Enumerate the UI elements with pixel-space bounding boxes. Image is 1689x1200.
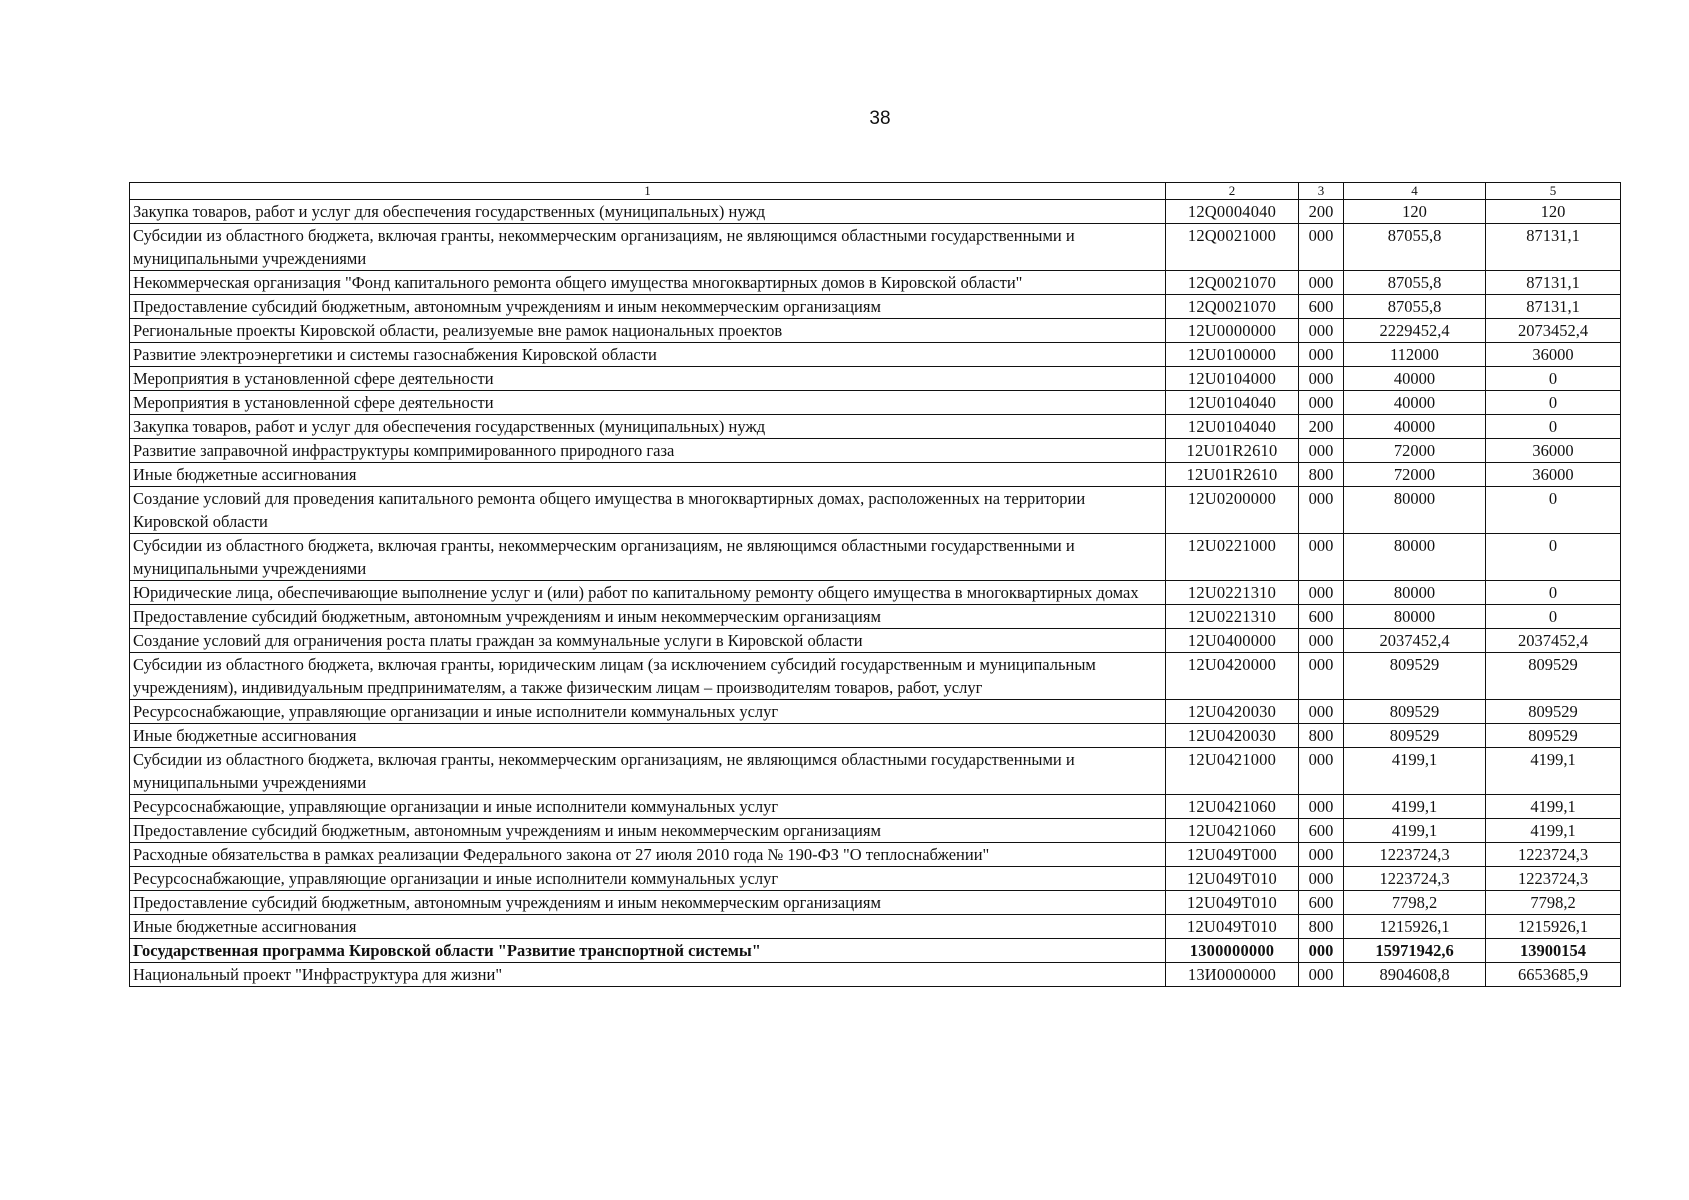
column-header-3: 3 — [1299, 183, 1344, 200]
amount-column-4-cell: 2037452,4 — [1344, 629, 1486, 653]
table-row — [130, 534, 1621, 581]
amount-column-5-cell: 13900154 — [1486, 939, 1621, 963]
target-article-code-cell: 13И0000000 — [1166, 963, 1299, 987]
table-row — [130, 915, 1621, 939]
amount-column-4-cell: 1223724,3 — [1344, 843, 1486, 867]
amount-column-4-cell: 1215926,1 — [1344, 915, 1486, 939]
amount-column-5-cell: 2037452,4 — [1486, 629, 1621, 653]
amount-column-4-cell: 87055,8 — [1344, 271, 1486, 295]
expense-name-cell: Предоставление субсидий бюджетным, автономным учреждениям и иным некоммерческим организациям — [130, 295, 1166, 319]
table-row — [130, 271, 1621, 295]
target-article-code-cell: 12U0420030 — [1166, 700, 1299, 724]
expense-name-cell: Иные бюджетные ассигнования — [130, 724, 1166, 748]
amount-column-5-cell: 4199,1 — [1486, 795, 1621, 819]
expense-type-code-cell: 000 — [1299, 224, 1344, 271]
table-row — [130, 605, 1621, 629]
expense-name-cell: Юридические лица, обеспечивающие выполнение услуг и (или) работ по капитальному ремонту общего имущества в многоквартирных домах — [130, 581, 1166, 605]
table-row — [130, 367, 1621, 391]
target-article-code-cell: 12U0221000 — [1166, 534, 1299, 581]
expense-name-cell: Субсидии из областного бюджета, включая гранты, некоммерческим организациям, не являющимся областными государственными и муниципальными учреждениями — [130, 534, 1166, 581]
column-header-4: 4 — [1344, 183, 1486, 200]
amount-column-5-cell: 87131,1 — [1486, 271, 1621, 295]
expense-type-code-cell: 000 — [1299, 939, 1344, 963]
amount-column-5-cell: 1223724,3 — [1486, 843, 1621, 867]
expense-type-code-cell: 200 — [1299, 415, 1344, 439]
target-article-code-cell: 12U0000000 — [1166, 319, 1299, 343]
table-row — [130, 487, 1621, 534]
table-row — [130, 891, 1621, 915]
amount-column-5-cell: 1215926,1 — [1486, 915, 1621, 939]
amount-column-5-cell: 7798,2 — [1486, 891, 1621, 915]
column-header-2: 2 — [1166, 183, 1299, 200]
expense-type-code-cell: 000 — [1299, 534, 1344, 581]
amount-column-5-cell: 36000 — [1486, 343, 1621, 367]
target-article-code-cell: 12Q0021070 — [1166, 271, 1299, 295]
amount-column-4-cell: 4199,1 — [1344, 795, 1486, 819]
target-article-code-cell: 12U0420030 — [1166, 724, 1299, 748]
expense-type-code-cell: 000 — [1299, 795, 1344, 819]
expense-type-code-cell: 600 — [1299, 819, 1344, 843]
expense-name-cell: Иные бюджетные ассигнования — [130, 915, 1166, 939]
column-header-1: 1 — [130, 183, 1166, 200]
expense-type-code-cell: 800 — [1299, 915, 1344, 939]
amount-column-5-cell: 809529 — [1486, 653, 1621, 700]
expense-type-code-cell: 000 — [1299, 343, 1344, 367]
amount-column-5-cell: 2073452,4 — [1486, 319, 1621, 343]
expense-name-cell: Государственная программа Кировской области "Развитие транспортной системы" — [130, 939, 1166, 963]
table-row — [130, 748, 1621, 795]
target-article-code-cell: 12U0104040 — [1166, 391, 1299, 415]
expense-type-code-cell: 600 — [1299, 295, 1344, 319]
expense-name-cell: Создание условий для проведения капитального ремонта общего имущества в многоквартирных домах, расположенных на территории Кировской области — [130, 487, 1166, 534]
target-article-code-cell: 12U0400000 — [1166, 629, 1299, 653]
expense-name-cell: Мероприятия в установленной сфере деятельности — [130, 391, 1166, 415]
amount-column-4-cell: 8904608,8 — [1344, 963, 1486, 987]
expense-type-code-cell: 800 — [1299, 463, 1344, 487]
amount-column-5-cell: 120 — [1486, 200, 1621, 224]
amount-column-5-cell: 4199,1 — [1486, 748, 1621, 795]
amount-column-4-cell: 15971942,6 — [1344, 939, 1486, 963]
expense-type-code-cell: 000 — [1299, 748, 1344, 795]
amount-column-5-cell: 0 — [1486, 605, 1621, 629]
amount-column-5-cell: 0 — [1486, 367, 1621, 391]
table-row — [130, 843, 1621, 867]
amount-column-5-cell: 87131,1 — [1486, 224, 1621, 271]
budget-table — [129, 182, 1621, 987]
table-row — [130, 724, 1621, 748]
expense-name-cell: Некоммерческая организация "Фонд капитального ремонта общего имущества многоквартирных домов в Кировской области" — [130, 271, 1166, 295]
amount-column-4-cell: 40000 — [1344, 367, 1486, 391]
amount-column-4-cell: 120 — [1344, 200, 1486, 224]
target-article-code-cell: 12U049T000 — [1166, 843, 1299, 867]
amount-column-4-cell: 40000 — [1344, 415, 1486, 439]
amount-column-5-cell: 36000 — [1486, 439, 1621, 463]
table-row — [130, 295, 1621, 319]
target-article-code-cell: 12U0104000 — [1166, 367, 1299, 391]
table-row — [130, 939, 1621, 963]
amount-column-4-cell: 72000 — [1344, 439, 1486, 463]
amount-column-4-cell: 2229452,4 — [1344, 319, 1486, 343]
column-number-row — [130, 183, 1621, 200]
target-article-code-cell: 12U0100000 — [1166, 343, 1299, 367]
target-article-code-cell: 12U049T010 — [1166, 915, 1299, 939]
table-row — [130, 463, 1621, 487]
amount-column-5-cell: 809529 — [1486, 700, 1621, 724]
expense-type-code-cell: 000 — [1299, 700, 1344, 724]
amount-column-5-cell: 6653685,9 — [1486, 963, 1621, 987]
amount-column-5-cell: 0 — [1486, 581, 1621, 605]
expense-name-cell: Субсидии из областного бюджета, включая гранты, юридическим лицам (за исключением субсидий государственным и муниципальным учреждениям), индивидуальным предпринимателям, а также физическим лицам – производителям товаров, работ, услуг — [130, 653, 1166, 700]
expense-type-code-cell: 600 — [1299, 605, 1344, 629]
target-article-code-cell: 12U0200000 — [1166, 487, 1299, 534]
table-row — [130, 343, 1621, 367]
table-row — [130, 581, 1621, 605]
expense-name-cell: Расходные обязательства в рамках реализации Федерального закона от 27 июля 2010 года № 190-ФЗ "О теплоснабжении" — [130, 843, 1166, 867]
expense-name-cell: Предоставление субсидий бюджетным, автономным учреждениям и иным некоммерческим организациям — [130, 891, 1166, 915]
target-article-code-cell: 12U049T010 — [1166, 867, 1299, 891]
expense-name-cell: Субсидии из областного бюджета, включая гранты, некоммерческим организациям, не являющимся областными государственными и муниципальными учреждениями — [130, 748, 1166, 795]
expense-type-code-cell: 000 — [1299, 581, 1344, 605]
table-row — [130, 795, 1621, 819]
column-header-5: 5 — [1486, 183, 1621, 200]
table-row — [130, 963, 1621, 987]
expense-name-cell: Ресурсоснабжающие, управляющие организации и иные исполнители коммунальных услуг — [130, 867, 1166, 891]
table-row — [130, 391, 1621, 415]
expense-type-code-cell: 000 — [1299, 367, 1344, 391]
amount-column-5-cell: 0 — [1486, 534, 1621, 581]
expense-name-cell: Закупка товаров, работ и услуг для обеспечения государственных (муниципальных) нужд — [130, 200, 1166, 224]
amount-column-5-cell: 809529 — [1486, 724, 1621, 748]
expense-name-cell: Развитие заправочной инфраструктуры компримированного природного газа — [130, 439, 1166, 463]
expense-name-cell: Предоставление субсидий бюджетным, автономным учреждениям и иным некоммерческим организациям — [130, 819, 1166, 843]
table-body — [130, 200, 1621, 987]
amount-column-5-cell: 0 — [1486, 487, 1621, 534]
amount-column-5-cell: 36000 — [1486, 463, 1621, 487]
amount-column-4-cell: 80000 — [1344, 487, 1486, 534]
expense-name-cell: Ресурсоснабжающие, управляющие организации и иные исполнители коммунальных услуг — [130, 795, 1166, 819]
target-article-code-cell: 12U0420000 — [1166, 653, 1299, 700]
table-row — [130, 653, 1621, 700]
expense-name-cell: Создание условий для ограничения роста платы граждан за коммунальные услуги в Кировской области — [130, 629, 1166, 653]
expense-name-cell: Субсидии из областного бюджета, включая гранты, некоммерческим организациям, не являющимся областными государственными и муниципальными учреждениями — [130, 224, 1166, 271]
amount-column-4-cell: 809529 — [1344, 724, 1486, 748]
amount-column-4-cell: 809529 — [1344, 653, 1486, 700]
amount-column-4-cell: 80000 — [1344, 534, 1486, 581]
target-article-code-cell: 12Q0004040 — [1166, 200, 1299, 224]
target-article-code-cell: 12U0421000 — [1166, 748, 1299, 795]
expense-type-code-cell: 800 — [1299, 724, 1344, 748]
amount-column-4-cell: 80000 — [1344, 605, 1486, 629]
table-row — [130, 319, 1621, 343]
amount-column-4-cell: 40000 — [1344, 391, 1486, 415]
table-row — [130, 819, 1621, 843]
table-row — [130, 700, 1621, 724]
target-article-code-cell: 12U0221310 — [1166, 605, 1299, 629]
amount-column-4-cell: 4199,1 — [1344, 748, 1486, 795]
amount-column-4-cell: 809529 — [1344, 700, 1486, 724]
expense-type-code-cell: 000 — [1299, 439, 1344, 463]
amount-column-5-cell: 87131,1 — [1486, 295, 1621, 319]
expense-name-cell: Национальный проект "Инфраструктура для жизни" — [130, 963, 1166, 987]
expense-type-code-cell: 000 — [1299, 271, 1344, 295]
amount-column-4-cell: 87055,8 — [1344, 224, 1486, 271]
target-article-code-cell: 12U0421060 — [1166, 795, 1299, 819]
expense-type-code-cell: 000 — [1299, 487, 1344, 534]
amount-column-4-cell: 80000 — [1344, 581, 1486, 605]
target-article-code-cell: 12U01R2610 — [1166, 463, 1299, 487]
amount-column-4-cell: 7798,2 — [1344, 891, 1486, 915]
table-row — [130, 629, 1621, 653]
expense-name-cell: Закупка товаров, работ и услуг для обеспечения государственных (муниципальных) нужд — [130, 415, 1166, 439]
amount-column-4-cell: 1223724,3 — [1344, 867, 1486, 891]
table-row — [130, 200, 1621, 224]
expense-name-cell: Ресурсоснабжающие, управляющие организации и иные исполнители коммунальных услуг — [130, 700, 1166, 724]
expense-name-cell: Региональные проекты Кировской области, реализуемые вне рамок национальных проектов — [130, 319, 1166, 343]
expense-type-code-cell: 000 — [1299, 319, 1344, 343]
target-article-code-cell: 1300000000 — [1166, 939, 1299, 963]
expense-name-cell: Мероприятия в установленной сфере деятельности — [130, 367, 1166, 391]
expense-type-code-cell: 000 — [1299, 867, 1344, 891]
table-row — [130, 224, 1621, 271]
amount-column-5-cell: 0 — [1486, 415, 1621, 439]
expense-type-code-cell: 000 — [1299, 653, 1344, 700]
amount-column-5-cell: 4199,1 — [1486, 819, 1621, 843]
expense-type-code-cell: 000 — [1299, 629, 1344, 653]
page-number: 38 — [869, 108, 891, 129]
table-row — [130, 867, 1621, 891]
table-row — [130, 415, 1621, 439]
amount-column-4-cell: 4199,1 — [1344, 819, 1486, 843]
expense-type-code-cell: 000 — [1299, 391, 1344, 415]
amount-column-4-cell: 72000 — [1344, 463, 1486, 487]
target-article-code-cell: 12Q0021070 — [1166, 295, 1299, 319]
target-article-code-cell: 12U01R2610 — [1166, 439, 1299, 463]
target-article-code-cell: 12Q0021000 — [1166, 224, 1299, 271]
amount-column-5-cell: 0 — [1486, 391, 1621, 415]
target-article-code-cell: 12U049T010 — [1166, 891, 1299, 915]
expense-name-cell: Развитие электроэнергетики и системы газоснабжения Кировской области — [130, 343, 1166, 367]
expense-type-code-cell: 200 — [1299, 200, 1344, 224]
expense-type-code-cell: 600 — [1299, 891, 1344, 915]
expense-name-cell: Иные бюджетные ассигнования — [130, 463, 1166, 487]
target-article-code-cell: 12U0104040 — [1166, 415, 1299, 439]
expense-type-code-cell: 000 — [1299, 843, 1344, 867]
amount-column-4-cell: 87055,8 — [1344, 295, 1486, 319]
expense-name-cell: Предоставление субсидий бюджетным, автономным учреждениям и иным некоммерческим организациям — [130, 605, 1166, 629]
target-article-code-cell: 12U0421060 — [1166, 819, 1299, 843]
table-row — [130, 439, 1621, 463]
target-article-code-cell: 12U0221310 — [1166, 581, 1299, 605]
amount-column-4-cell: 112000 — [1344, 343, 1486, 367]
amount-column-5-cell: 1223724,3 — [1486, 867, 1621, 891]
expense-type-code-cell: 000 — [1299, 963, 1344, 987]
